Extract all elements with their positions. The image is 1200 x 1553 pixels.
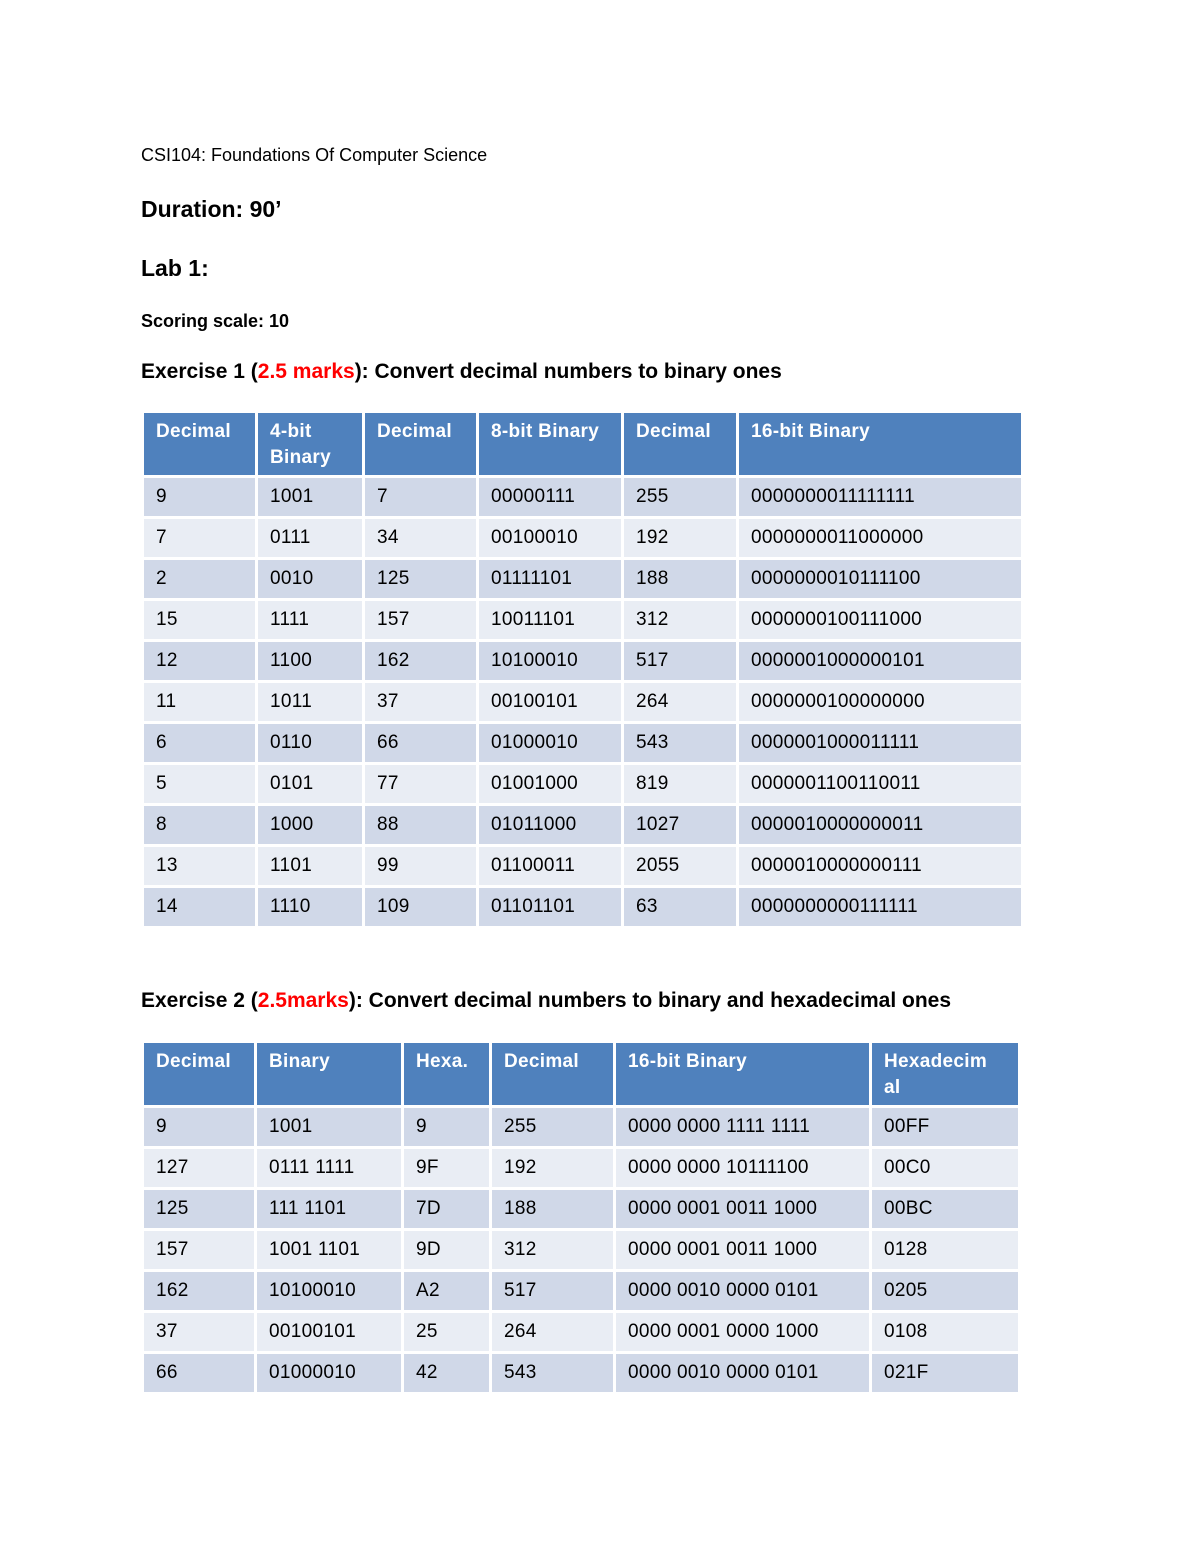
table-cell: 42: [404, 1354, 489, 1392]
table-row: [144, 806, 1021, 844]
table-cell: 312: [492, 1231, 613, 1269]
table-cell: 264: [624, 683, 736, 721]
column-header: 4-bit Binary: [258, 413, 362, 475]
table-cell: 0000001000011111: [739, 724, 1021, 762]
column-header: Binary: [257, 1043, 401, 1105]
table-cell: 00100101: [479, 683, 621, 721]
table-cell: 1001: [257, 1108, 401, 1146]
table-cell: 13: [144, 847, 255, 885]
table-cell: 1110: [258, 888, 362, 926]
table-cell: 1027: [624, 806, 736, 844]
table-cell: 264: [492, 1313, 613, 1351]
table-cell: 34: [365, 519, 476, 557]
exercise-2-prefix: Exercise 2 (: [141, 989, 258, 1012]
table-cell: 12: [144, 642, 255, 680]
table-cell: 15: [144, 601, 255, 639]
table-cell: 125: [144, 1190, 254, 1228]
table-cell: 0000 0000 1111 1111: [616, 1108, 869, 1146]
table-cell: 127: [144, 1149, 254, 1187]
table-row: [144, 1108, 1018, 1146]
column-header: 16-bit Binary: [739, 413, 1021, 475]
table-cell: 517: [624, 642, 736, 680]
table-cell: 9: [404, 1108, 489, 1146]
table-cell: 10100010: [479, 642, 621, 680]
table-cell: 66: [144, 1354, 254, 1392]
table-cell: 7: [365, 478, 476, 516]
table-cell: 1001 1101: [257, 1231, 401, 1269]
table-row: [144, 519, 1021, 557]
table-cell: 0110: [258, 724, 362, 762]
table-header-row: [144, 1043, 1018, 1105]
table-cell: 77: [365, 765, 476, 803]
table-cell: 192: [492, 1149, 613, 1187]
table-cell: 157: [365, 601, 476, 639]
table-row: [144, 683, 1021, 721]
table-cell: 88: [365, 806, 476, 844]
table-cell: 01000010: [257, 1354, 401, 1392]
table-row: [144, 601, 1021, 639]
table-cell: 0000010000000111: [739, 847, 1021, 885]
table-row: [144, 1313, 1018, 1351]
table-row: [144, 765, 1021, 803]
table-cell: 9F: [404, 1149, 489, 1187]
table-cell: 0000000100000000: [739, 683, 1021, 721]
table-cell: 109: [365, 888, 476, 926]
table-cell: 125: [365, 560, 476, 598]
table-cell: 10011101: [479, 601, 621, 639]
table-cell: 0108: [872, 1313, 1018, 1351]
table-cell: 192: [624, 519, 736, 557]
table-row: [144, 1354, 1018, 1392]
table-cell: 1111: [258, 601, 362, 639]
table-cell: 255: [624, 478, 736, 516]
table-cell: 0000 0000 10111100: [616, 1149, 869, 1187]
table-row: [144, 1231, 1018, 1269]
table-cell: 0010: [258, 560, 362, 598]
table-cell: 1001: [258, 478, 362, 516]
scoring-scale: Scoring scale: 10: [141, 311, 290, 331]
exercise-2-heading: [141, 989, 951, 1013]
column-header: Hexadecim al: [872, 1043, 1018, 1105]
table-cell: 0000 0010 0000 0101: [616, 1354, 869, 1392]
table-cell: 0128: [872, 1231, 1018, 1269]
exercise-2-suffix: ): Convert decimal numbers to binary and hexadecimal ones: [348, 989, 952, 1012]
table-cell: 01001000: [479, 765, 621, 803]
table-cell: 0000010000000011: [739, 806, 1021, 844]
table-cell: 543: [624, 724, 736, 762]
table-cell: 14: [144, 888, 255, 926]
table-cell: 0000 0001 0011 1000: [616, 1190, 869, 1228]
table-cell: 7: [144, 519, 255, 557]
column-header: Decimal: [144, 413, 255, 475]
table-cell: 543: [492, 1354, 613, 1392]
table-row: [144, 888, 1021, 926]
table-cell: 0000001000000101: [739, 642, 1021, 680]
table-cell: 37: [365, 683, 476, 721]
table-cell: 01101101: [479, 888, 621, 926]
table-cell: 11: [144, 683, 255, 721]
table-cell: 0000000011000000: [739, 519, 1021, 557]
exercise-1-table: [141, 410, 1024, 929]
column-header: Decimal: [492, 1043, 613, 1105]
duration-label: Duration: 90’: [141, 196, 282, 222]
exercise-1-suffix: ): Convert decimal numbers to binary ones: [354, 360, 782, 383]
table-cell: 0000000011111111: [739, 478, 1021, 516]
exercise-1-heading: [141, 360, 782, 384]
table-cell: 01111101: [479, 560, 621, 598]
table-cell: 1100: [258, 642, 362, 680]
table-cell: 0000 0001 0000 1000: [616, 1313, 869, 1351]
exercise-2-table: [141, 1040, 1021, 1395]
table-cell: 01100011: [479, 847, 621, 885]
table-cell: 2055: [624, 847, 736, 885]
table-cell: 00BC: [872, 1190, 1018, 1228]
table-cell: 0000000010111100: [739, 560, 1021, 598]
table-header-row: [144, 413, 1021, 475]
lab-title: Lab 1:: [141, 255, 209, 281]
table-cell: 1101: [258, 847, 362, 885]
table-cell: 0111 1111: [257, 1149, 401, 1187]
table-cell: 188: [624, 560, 736, 598]
table-row: [144, 847, 1021, 885]
column-header: 8-bit Binary: [479, 413, 621, 475]
table-cell: 157: [144, 1231, 254, 1269]
table-cell: 5: [144, 765, 255, 803]
table-row: [144, 560, 1021, 598]
table-cell: 312: [624, 601, 736, 639]
table-cell: 63: [624, 888, 736, 926]
column-header: Hexa.: [404, 1043, 489, 1105]
table-cell: 517: [492, 1272, 613, 1310]
table-cell: 9D: [404, 1231, 489, 1269]
table-cell: 00C0: [872, 1149, 1018, 1187]
table-cell: 0000000000111111: [739, 888, 1021, 926]
table-cell: 0205: [872, 1272, 1018, 1310]
table-cell: 01011000: [479, 806, 621, 844]
table-cell: 0111: [258, 519, 362, 557]
table-cell: 00FF: [872, 1108, 1018, 1146]
column-header: Decimal: [365, 413, 476, 475]
column-header: 16-bit Binary: [616, 1043, 869, 1105]
table-cell: A2: [404, 1272, 489, 1310]
table-cell: 00100010: [479, 519, 621, 557]
table-cell: 00000111: [479, 478, 621, 516]
table-cell: 162: [144, 1272, 254, 1310]
table-cell: 021F: [872, 1354, 1018, 1392]
course-title: CSI104: Foundations Of Computer Science: [141, 145, 488, 165]
table-cell: 01000010: [479, 724, 621, 762]
table-cell: 819: [624, 765, 736, 803]
exercise-1-marks: 2.5 marks: [257, 360, 355, 383]
table-cell: 99: [365, 847, 476, 885]
table-cell: 0000 0010 0000 0101: [616, 1272, 869, 1310]
table-cell: 111 1101: [257, 1190, 401, 1228]
table-cell: 0000001100110011: [739, 765, 1021, 803]
table-row: [144, 642, 1021, 680]
table-cell: 9: [144, 478, 255, 516]
table-cell: 8: [144, 806, 255, 844]
table-row: [144, 1272, 1018, 1310]
table-cell: 0000 0001 0011 1000: [616, 1231, 869, 1269]
table-cell: 255: [492, 1108, 613, 1146]
column-header: Decimal: [144, 1043, 254, 1105]
table-cell: 0000000100111000: [739, 601, 1021, 639]
exercise-1-prefix: Exercise 1 (: [141, 360, 258, 383]
table-row: [144, 1149, 1018, 1187]
table-cell: 188: [492, 1190, 613, 1228]
table-cell: 1011: [258, 683, 362, 721]
table-row: [144, 478, 1021, 516]
table-row: [144, 724, 1021, 762]
table-cell: 00100101: [257, 1313, 401, 1351]
table-cell: 162: [365, 642, 476, 680]
table-cell: 1000: [258, 806, 362, 844]
table-cell: 10100010: [257, 1272, 401, 1310]
exercise-2-marks: 2.5marks: [257, 989, 349, 1012]
table-cell: 6: [144, 724, 255, 762]
table-cell: 7D: [404, 1190, 489, 1228]
table-cell: 25: [404, 1313, 489, 1351]
table-cell: 0101: [258, 765, 362, 803]
column-header: Decimal: [624, 413, 736, 475]
table-cell: 9: [144, 1108, 254, 1146]
table-row: [144, 1190, 1018, 1228]
table-cell: 66: [365, 724, 476, 762]
table-cell: 2: [144, 560, 255, 598]
table-cell: 37: [144, 1313, 254, 1351]
